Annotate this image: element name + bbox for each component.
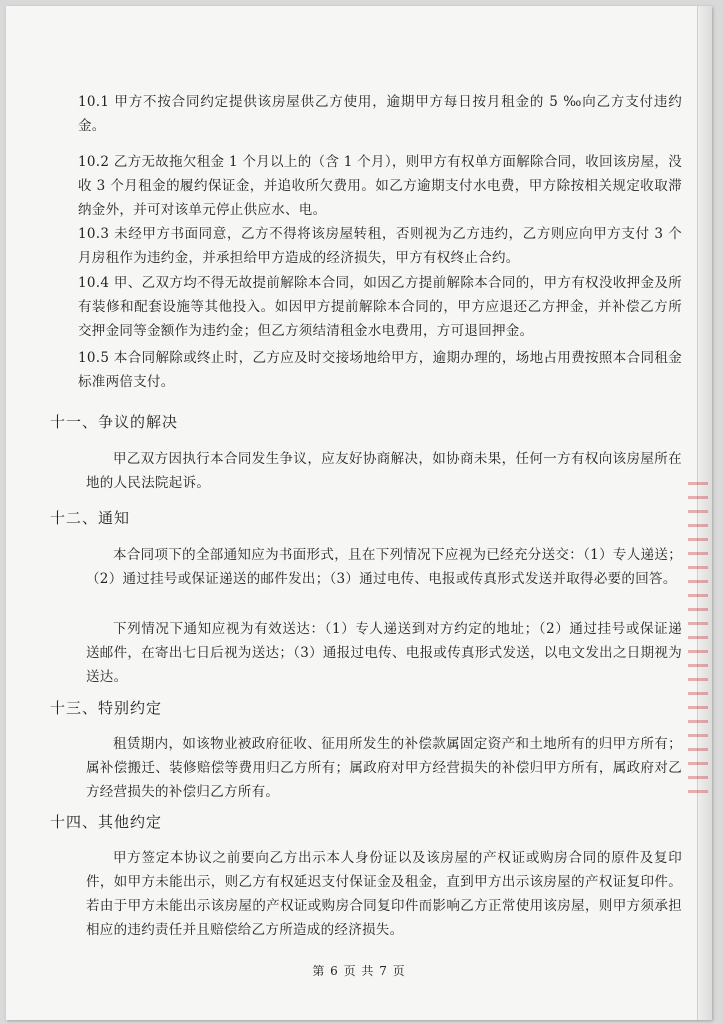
clause-10-1: 10.1 甲方不按合同约定提供该房屋供乙方使用，逾期甲方每日按月租金的 5 ‰向乙方支付违约金。 — [78, 94, 682, 134]
clause-10-2: 10.2 乙方无故拖欠租金 1 个月以上的（含 1 个月），则甲方有权单方面解除合同，收回该房屋，没收 3 个月租金的履约保证金，并追收所欠费用。如乙方逾期支付水电费，甲方除按相关规定收取滞纳金外，并可对该单元停止供应水、电。 — [78, 154, 682, 218]
section-heading-notice: 十二、通知 — [50, 509, 131, 527]
clause-10-5: 10.5 本合同解除或终止时，乙方应及时交接场地给甲方，逾期办理的，场地占用费按照本合同租金标准两倍支付。 — [78, 350, 682, 390]
section-dispute-paragraph: 甲乙双方因执行本合同发生争议，应友好协商解决，如协商未果，任何一方有权向该房屋所在地的人民法院起诉。 — [86, 451, 682, 491]
page-number-footer: 第 6 页 共 7 页 — [312, 964, 406, 978]
document-page — [6, 6, 712, 1020]
section-special-paragraph: 租赁期内，如该物业被政府征收、征用所发生的补偿款属固定资产和土地所有的归甲方所有；属补偿搬迁、装修赔偿等费用归乙方所有；属政府对甲方经营损失的补偿归甲方所有，属政府对乙方经营损失的补偿归乙方所有。 — [86, 736, 682, 800]
seal-stamp-edge — [688, 476, 708, 796]
section-heading-other: 十四、其他约定 — [50, 813, 163, 831]
section-notice-paragraph-2: 下列情况下通知应视为有效送达：（1）专人递送到对方约定的地址；（2）通过挂号或保证递送邮件，在寄出七日后视为送达；（3）通报过电传、电报或传真形式发送，以电文发出之日期视为送达。 — [86, 621, 682, 685]
section-heading-special: 十三、特别约定 — [50, 699, 163, 717]
clause-10-3: 10.3 未经甲方书面同意，乙方不得将该房屋转租，否则视为乙方违约，乙方则应向甲方支付 3 个月房租作为违约金，并承担给甲方造成的经济损失，甲方有权终止合约。 — [78, 226, 682, 266]
clause-10-4: 10.4 甲、乙双方均不得无故提前解除本合同，如因乙方提前解除本合同的，甲方有权没收押金及所有装修和配套设施等其他投入。如因甲方提前解除本合同的，甲方应退还乙方押金，并补偿乙方所交押金同等金额作为违约金；但乙方须结清租金水电费用，方可退回押金。 — [78, 275, 682, 339]
section-other-paragraph: 甲方签定本协议之前要向乙方出示本人身份证以及该房屋的产权证或购房合同的原件及复印件，如甲方未能出示，则乙方有权延迟支付保证金及租金，直到甲方出示该房屋的产权证复印件。若由于甲方未能出示该房屋的产权证或购房合同复印件而影响乙方正常使用该房屋，则甲方须承担相应的违约责任并且赔偿给乙方所造成的经济损失。 — [86, 850, 682, 938]
section-heading-dispute: 十一、争议的解决 — [50, 413, 179, 431]
section-notice-paragraph-1: 本合同项下的全部通知应为书面形式，且在下列情况下应视为已经充分送交：（1）专人递送；（2）通过挂号或保证递送的邮件发出；（3）通过电传、电报或传真形式发送并取得必要的回答。 — [86, 547, 682, 587]
